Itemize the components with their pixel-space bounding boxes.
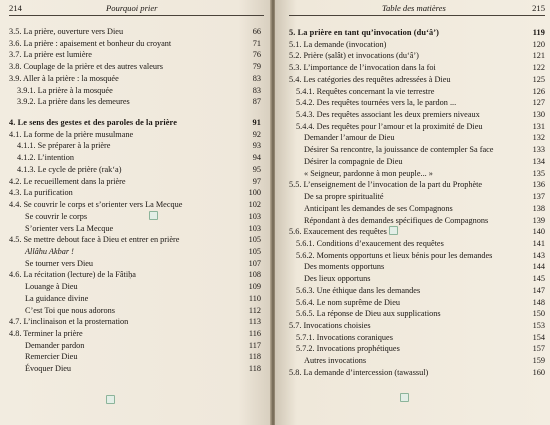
toc-entry-page: 159 (532, 356, 545, 366)
bookmark-tab-marker (389, 226, 398, 235)
toc-entry-label: 4.1. La forme de la prière musulmane (9, 129, 134, 139)
toc-entry[interactable] (289, 132, 545, 144)
toc-entry-page: 141 (532, 238, 545, 248)
toc-entry[interactable] (289, 144, 545, 156)
toc-entry-label: 5.7. Invocations choisies (289, 320, 371, 330)
toc-entry[interactable] (9, 234, 261, 246)
toc-entry-page: 102 (248, 200, 261, 210)
toc-entry[interactable] (9, 223, 261, 235)
left-header-rule (9, 15, 264, 16)
toc-entry-page: 83 (252, 73, 261, 83)
toc-entry[interactable] (289, 343, 545, 355)
toc-entry-label: 5.4.3. Des requêtes associant les deux premiers niveaux (296, 110, 480, 120)
toc-entry-page: 118 (248, 364, 261, 374)
toc-entry-page: 144 (532, 262, 545, 272)
toc-entry-label: 3.6. La prière : apaisement et bonheur du croyant (9, 38, 172, 48)
toc-entry[interactable] (289, 297, 545, 309)
toc-entry-page: 83 (252, 85, 261, 95)
toc-spacer (9, 108, 261, 116)
toc-entry-page: 137 (532, 192, 545, 202)
toc-entry-label: Demander l’amour de Dieu (304, 133, 395, 143)
toc-entry[interactable] (9, 305, 261, 317)
toc-entry-label: 3.9.1. La prière à la mosquée (17, 85, 113, 95)
toc-entry-label: Se couvrir le corps (25, 211, 88, 221)
toc-entry-page: 113 (248, 317, 261, 327)
toc-entry[interactable] (9, 258, 261, 270)
toc-entry-label: Désirer la compagnie de Dieu (304, 156, 403, 166)
toc-entry[interactable] (9, 328, 261, 340)
toc-entry-page: 87 (252, 97, 261, 107)
toc-entry[interactable] (9, 176, 261, 188)
toc-entry-page: 134 (532, 156, 545, 166)
toc-entry-page: 112 (248, 305, 261, 315)
right-header-rule (289, 15, 545, 16)
toc-entry-label: 4.3. La purification (9, 188, 73, 198)
toc-entry[interactable] (9, 38, 261, 50)
toc-entry-label: 3.9.2. La prière dans les demeures (17, 97, 130, 107)
toc-section-heading[interactable] (289, 27, 545, 39)
toc-entry-page: 117 (248, 340, 261, 350)
right-page-number: 215 (532, 3, 545, 13)
toc-entry[interactable] (289, 261, 545, 273)
toc-entry-label: 5.8. La demande d’intercession (tawassul) (289, 367, 429, 377)
toc-entry[interactable] (9, 363, 261, 375)
toc-entry[interactable] (289, 168, 545, 180)
toc-entry-label: 4. Le sens des gestes et des paroles de la prière (9, 118, 177, 128)
toc-entry[interactable] (9, 281, 261, 293)
toc-entry-label: Allâhu Akbar ! (25, 246, 74, 256)
toc-entry[interactable] (9, 96, 261, 108)
toc-entry-page: 108 (248, 270, 261, 280)
toc-entry-page: 103 (248, 223, 261, 233)
toc-entry-label: 3.9. Aller à la prière : la mosquée (9, 73, 119, 83)
toc-entry-label: Louange à Dieu (25, 282, 78, 292)
right-toc-list (289, 26, 545, 379)
toc-entry[interactable] (9, 26, 261, 38)
toc-entry-label: 3.7. La prière est lumière (9, 50, 92, 60)
toc-entry-page: 157 (532, 344, 545, 354)
toc-entry-label: 5.5. L’enseignement de l’invocation de la part du Prophète (289, 180, 483, 190)
toc-entry[interactable] (9, 73, 261, 85)
left-page-number: 214 (9, 3, 22, 13)
toc-entry[interactable] (289, 320, 545, 332)
toc-entry-label: 5.7.2. Invocations prophétiques (296, 344, 400, 354)
toc-entry-page: 110 (248, 293, 261, 303)
toc-entry-page: 118 (248, 352, 261, 362)
toc-entry-label: 5. La prière en tant qu’invocation (du‘â’) (289, 28, 439, 37)
toc-entry[interactable] (289, 250, 545, 262)
toc-entry-page: 95 (252, 164, 261, 174)
toc-entry-page: 109 (248, 282, 261, 292)
toc-entry[interactable] (289, 191, 545, 203)
toc-entry-page: 153 (532, 320, 545, 330)
toc-entry[interactable] (289, 121, 545, 133)
toc-entry-page: 79 (252, 62, 261, 72)
toc-entry[interactable] (289, 203, 545, 215)
toc-entry[interactable] (289, 226, 545, 238)
toc-entry[interactable] (9, 140, 261, 152)
toc-entry-page: 100 (248, 188, 261, 198)
toc-entry[interactable] (9, 129, 261, 141)
toc-entry-label: Se tourner vers Dieu (25, 258, 94, 268)
toc-entry-label: 5.2. Prière (ṣalât) et invocations (du‘â’) (289, 51, 419, 61)
toc-entry-page: 97 (252, 176, 261, 186)
toc-entry[interactable] (289, 273, 545, 285)
toc-entry[interactable] (289, 74, 545, 86)
toc-entry[interactable] (9, 316, 261, 328)
toc-entry-page: 160 (532, 367, 545, 377)
toc-entry-page: 119 (532, 28, 545, 37)
toc-entry-page: 105 (248, 246, 261, 256)
toc-entry-page: 107 (248, 258, 261, 268)
toc-entry-label: 5.7.1. Invocations coraniques (296, 332, 393, 342)
toc-entry-page: 66 (252, 27, 261, 36)
toc-entry-page: 93 (252, 141, 261, 151)
toc-entry-page: 116 (248, 328, 261, 338)
bookmark-tab-marker (106, 395, 115, 404)
toc-entry-page: 139 (532, 215, 545, 225)
toc-entry-page: 136 (532, 180, 545, 190)
toc-entry-label: Autres invocations (304, 356, 367, 366)
toc-entry-label: 4.6. La récitation (lecture) de la Fâtiḥa (9, 270, 136, 280)
toc-entry[interactable] (9, 152, 261, 164)
toc-entry-label: 5.6.2. Moments opportuns et lieux bénis pour les demandes (296, 250, 493, 260)
toc-entry-label: C’est Toi que nous adorons (25, 305, 116, 315)
toc-entry[interactable] (289, 355, 545, 367)
left-running-head: Pourquoi prier (106, 3, 158, 13)
toc-entry[interactable] (9, 187, 261, 199)
toc-entry-page: 91 (252, 118, 261, 128)
right-header (289, 3, 545, 15)
toc-entry-label: « Seigneur, pardonne à mon peuple... » (304, 168, 433, 178)
toc-entry-label: 4.8. Terminer la prière (9, 328, 83, 338)
bookmark-tab-marker (149, 211, 158, 220)
toc-entry[interactable] (9, 269, 261, 281)
toc-entry-page: 148 (532, 297, 545, 307)
toc-entry-label: S’orienter vers La Mecque (25, 223, 114, 233)
toc-entry-page: 147 (532, 285, 545, 295)
toc-entry-page: 121 (532, 51, 545, 61)
left-header (9, 3, 264, 15)
toc-entry[interactable] (289, 62, 545, 74)
toc-entry[interactable] (289, 215, 545, 227)
toc-entry[interactable] (9, 199, 261, 211)
toc-entry[interactable] (9, 246, 261, 258)
left-page (0, 0, 271, 425)
toc-entry-page: 126 (532, 86, 545, 96)
toc-entry-label: 5.6.1. Conditions d’exaucement des requêtes (296, 238, 444, 248)
toc-entry[interactable] (289, 97, 545, 109)
toc-entry-page: 127 (532, 98, 545, 108)
toc-entry-label: Remercier Dieu (25, 352, 78, 362)
toc-entry[interactable] (9, 49, 261, 61)
toc-entry-page: 122 (532, 63, 545, 73)
toc-entry-label: De sa propre spiritualité (304, 192, 384, 202)
toc-entry[interactable] (289, 285, 545, 297)
toc-entry-page: 132 (532, 133, 545, 143)
toc-entry-page: 143 (532, 250, 545, 260)
toc-entry-label: 5.4.4. Des requêtes pour l’amour et la proximité de Dieu (296, 121, 483, 131)
toc-entry-label: Demander pardon (25, 340, 85, 350)
toc-entry-label: Répondant à des demandes spécifiques de Compagnons (304, 215, 489, 225)
bookmark-tab-marker (400, 393, 409, 402)
toc-entry[interactable] (9, 164, 261, 176)
toc-entry[interactable] (9, 211, 261, 223)
toc-entry[interactable] (289, 50, 545, 62)
toc-entry-label: Évoquer Dieu (25, 364, 72, 374)
toc-entry-label: 4.7. L’inclinaison et la prosternation (9, 317, 129, 327)
toc-entry-label: 5.4.1. Requêtes concernant la vie terrestre (296, 86, 435, 96)
toc-entry-label: 4.5. Se mettre debout face à Dieu et entrer en prière (9, 235, 180, 245)
toc-entry-label: 5.6.3. Une éthique dans les demandes (296, 285, 421, 295)
right-running-head: Table des matières (382, 3, 446, 13)
toc-entry-label: 5.3. L’importance de l’invocation dans la foi (289, 63, 436, 73)
toc-entry-label: Des moments opportuns (304, 262, 385, 272)
toc-entry[interactable] (289, 179, 545, 191)
right-page (275, 0, 550, 425)
toc-entry-page: 71 (252, 38, 261, 48)
toc-entry-page: 125 (532, 74, 545, 84)
left-toc-list (9, 26, 261, 375)
toc-entry-label: 3.5. La prière, ouverture vers Dieu (9, 27, 124, 36)
toc-entry-label: 4.1.2. L’intention (17, 153, 74, 163)
toc-entry[interactable] (289, 308, 545, 320)
toc-entry-page: 135 (532, 168, 545, 178)
toc-entry-label: 5.6.5. La réponse de Dieu aux supplications (296, 309, 441, 319)
toc-entry-label: 4.2. Le recueillement dans la prière (9, 176, 126, 186)
toc-entry[interactable] (9, 85, 261, 97)
toc-entry[interactable] (9, 61, 261, 73)
toc-entry-page: 76 (252, 50, 261, 60)
toc-entry[interactable] (289, 367, 545, 379)
toc-entry-page: 130 (532, 110, 545, 120)
toc-entry-page: 103 (248, 211, 261, 221)
toc-entry-page: 150 (532, 309, 545, 319)
toc-entry[interactable] (289, 86, 545, 98)
toc-entry-label: 4.1.1. Se préparer à la prière (17, 141, 111, 151)
toc-entry-label: 4.1.3. Le cycle de prière (rak‘a) (17, 164, 122, 174)
toc-entry-page: 105 (248, 235, 261, 245)
toc-entry-page: 140 (532, 227, 545, 237)
toc-entry-label: 5.6.4. Le nom suprême de Dieu (296, 297, 401, 307)
toc-entry-page: 94 (252, 153, 261, 163)
toc-entry-label: Anticipant les demandes de ses Compagnons (304, 203, 453, 213)
toc-entry[interactable] (9, 351, 261, 363)
toc-entry-label: Des lieux opportuns (304, 274, 371, 284)
toc-entry[interactable] (9, 340, 261, 352)
toc-entry-page: 133 (532, 145, 545, 155)
toc-entry-label: 4.4. Se couvrir le corps et s’orienter vers La Mecque (9, 200, 183, 210)
toc-entry-label: 5.6. Exaucement des requêtes (289, 227, 387, 237)
toc-entry-label: La guidance divine (25, 293, 89, 303)
toc-entry-page: 154 (532, 332, 545, 342)
toc-entry-label: 5.4.2. Des requêtes tournées vers la, le pardon ... (296, 98, 457, 108)
toc-entry[interactable] (289, 39, 545, 51)
toc-entry-page: 92 (252, 129, 261, 139)
toc-entry[interactable] (289, 238, 545, 250)
toc-section-heading[interactable] (9, 117, 261, 129)
toc-entry-page: 131 (532, 121, 545, 131)
toc-entry-label: 5.1. La demande (invocation) (289, 39, 387, 49)
toc-entry[interactable] (289, 109, 545, 121)
toc-entry-label: Désirer Sa rencontre, la jouissance de contempler Sa face (304, 145, 494, 155)
toc-entry[interactable] (289, 156, 545, 168)
toc-entry-label: 3.8. Couplage de la prière et des autres valeurs (9, 62, 163, 72)
toc-entry[interactable] (9, 293, 261, 305)
toc-entry-page: 120 (532, 39, 545, 49)
toc-entry[interactable] (289, 332, 545, 344)
toc-entry-label: 5.4. Les catégories des requêtes adressées à Dieu (289, 74, 451, 84)
toc-entry-page: 145 (532, 274, 545, 284)
toc-entry-page: 138 (532, 203, 545, 213)
